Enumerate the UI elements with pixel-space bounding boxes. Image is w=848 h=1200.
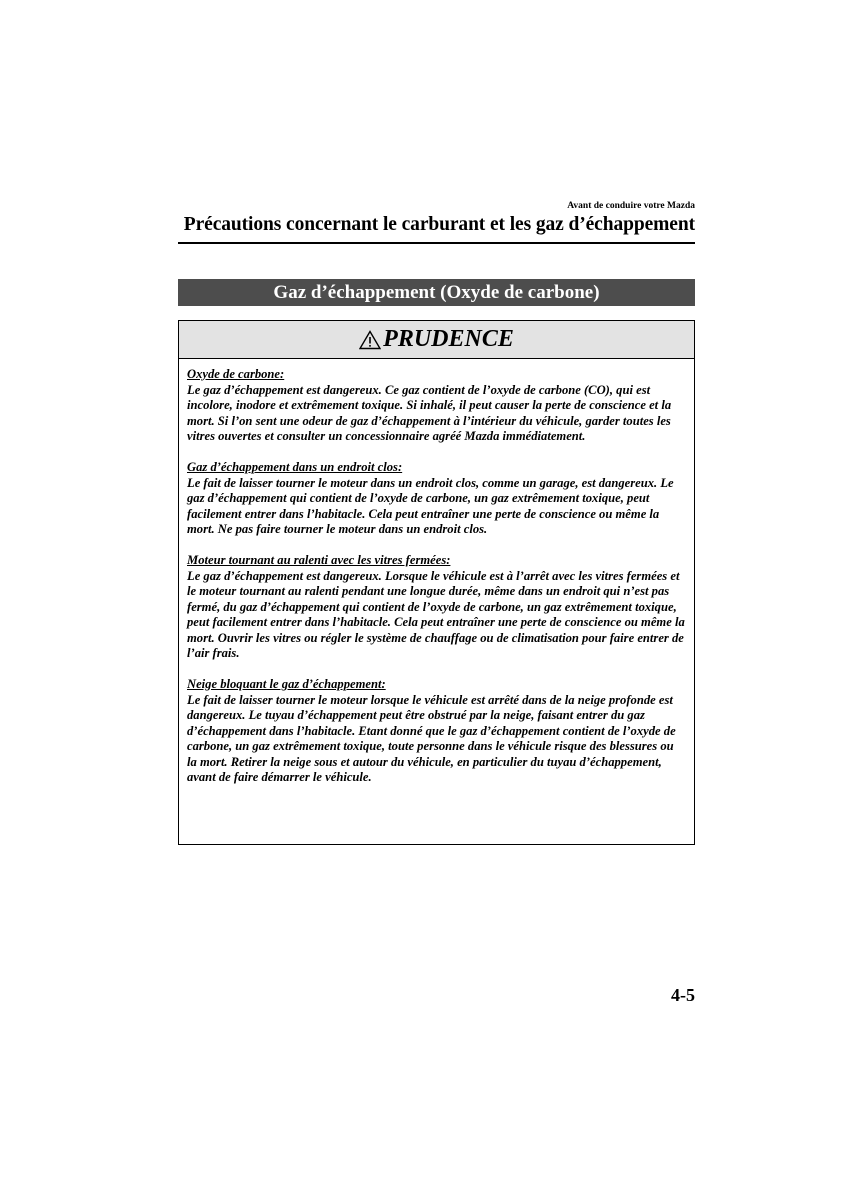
section-title: Précautions concernant le carburant et les gaz d’échappement — [183, 214, 695, 235]
paragraph-text: Le gaz d’échappement est dangereux. Lorsque le véhicule est à l’arrêt avec les vitres fermées et le moteur tournant au ralenti pendant une longue durée, même dans un endroit qui n’est pas fermé, du gaz d’échappement qui contient de l’oxyde de carbone, un gaz extrêmement toxique, peut facilement entrer dans l’habitacle. Cela peut entraîner une perte de conscience ou même la mort. Ouvrir les vitres ou régler le système de chauffage ou de climatisation pour faire entrer de l’air frais. — [187, 568, 685, 660]
paragraph-text: Le gaz d’échappement est dangereux. Ce gaz contient de l’oxyde de carbone (CO), qui est incolore, inodore et extrêmement toxique. Si inhalé, il peut causer la perte de conscience et la mort. Si l’on sent une odeur de gaz d’échappement à l’intérieur du véhicule, garder toutes les vitres ouvertes et consulter un concessionnaire agréé Mazda immédiatement. — [187, 382, 672, 443]
warning-paragraph — [187, 553, 686, 662]
running-head: Avant de conduire votre Mazda — [567, 201, 695, 211]
warning-title: PRUDENCE — [383, 326, 514, 352]
warning-header — [179, 321, 694, 359]
paragraph-heading: Oxyde de carbone: — [187, 367, 285, 381]
warning-box — [178, 320, 695, 845]
page-number: 4-5 — [671, 985, 695, 1005]
paragraph-heading: Gaz d’échappement dans un endroit clos: — [187, 460, 403, 474]
warning-triangle-icon — [359, 330, 381, 350]
warning-paragraph — [187, 367, 686, 445]
paragraph-text: Le fait de laisser tourner le moteur lorsque le véhicule est arrêté dans de la neige profonde est dangereux. Le tuyau d’échappement peut être obstrué par la neige, faisant entrer du gaz d’échappement dans l’habitacle. Etant donné que le gaz d’échappement contient de l’oxyde de carbone, un gaz extrêmement toxique, toute personne dans le véhicule risque des blessures ou la mort. Retirer la neige sous et autour du véhicule, en particulier du tuyau d’échappement, avant de faire démarrer le véhicule. — [187, 692, 676, 784]
warning-body — [179, 359, 694, 786]
paragraph-text: Le fait de laisser tourner le moteur dans un endroit clos, comme un garage, est dangereux. Le gaz d’échappement qui contient de l’oxyde de carbone, un gaz extrêmement toxique, peut facilement entrer dans l’habitacle. Cela peut entraîner une perte de conscience ou même la mort. Ne pas faire tourner le moteur dans un endroit clos. — [187, 475, 674, 536]
title-divider — [178, 242, 695, 244]
warning-paragraph — [187, 677, 686, 786]
subsection-title: Gaz d’échappement (Oxyde de carbone) — [178, 279, 695, 306]
warning-paragraph — [187, 460, 686, 538]
paragraph-heading: Neige bloquant le gaz d’échappement: — [187, 677, 386, 691]
paragraph-heading: Moteur tournant au ralenti avec les vitres fermées: — [187, 553, 451, 567]
